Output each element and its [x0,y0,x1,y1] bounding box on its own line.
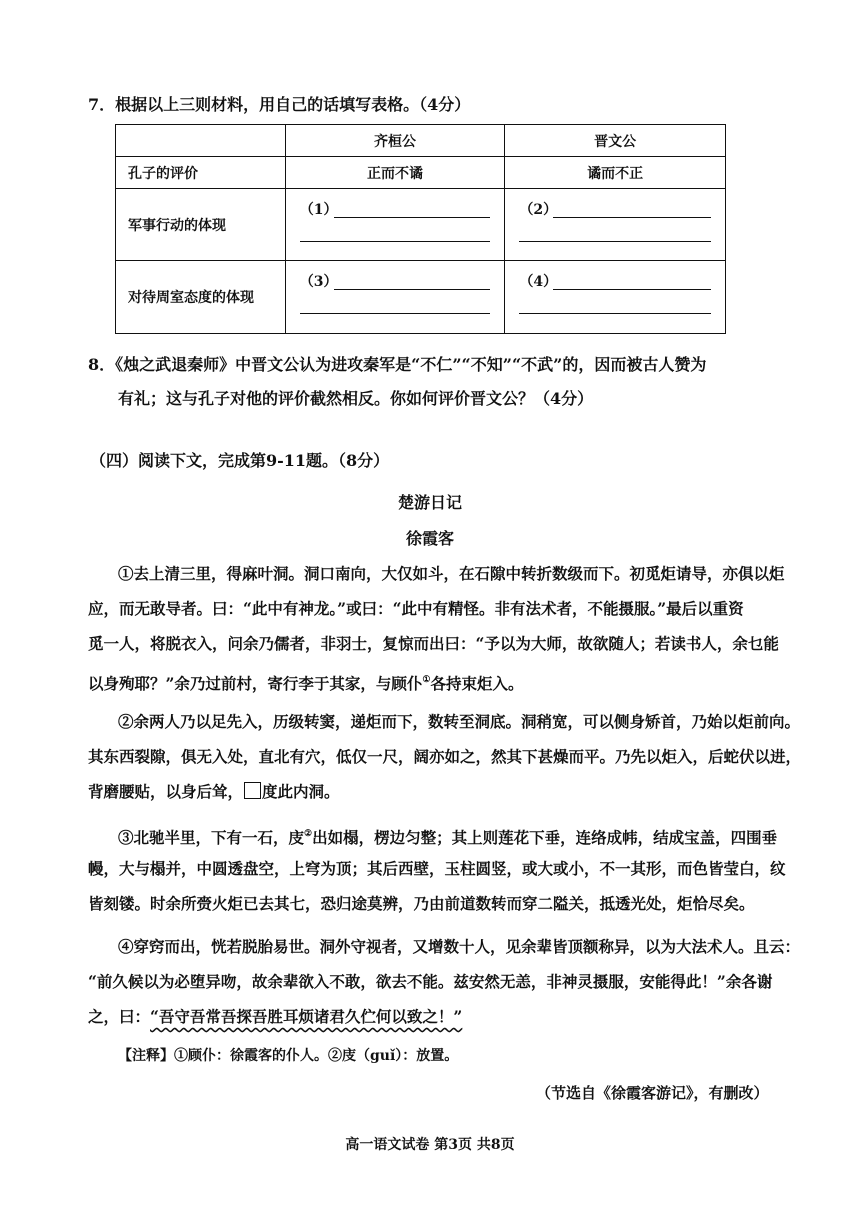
section-heading: （四）阅读下文，完成第9-11题。（8分） [90,451,390,470]
answer-line [334,217,491,218]
para4-line1: ④穿窍而出，恍若脱胎易世。洞外守视者，又增数十人，见余辈皆顶额称异，以为大法术人。且云： [118,937,801,956]
answer-line [300,313,491,314]
passage-title: 楚游日记 [397,493,462,512]
answer-line [553,217,711,218]
para2-line2: 其东西裂隙，俱无入处，直北有穴，低仅一尺，阔亦如之，然其下甚燥而平。乃先以炬入，后蛇伏以进， [88,747,802,766]
row-label-confucius: 孔子的评价 [116,157,286,189]
answer-line [519,313,711,314]
para1-line1: ①去上清三里，得麻叶洞。洞口南向，大仅如斗，在石隙中转折数级而下。初觅炬请导，亦俱以炬 [118,564,785,583]
page-footer: 高一语文试卷 第3页 共8页 [345,1137,515,1153]
q8-line-2: 有礼；这与孔子对他的评价截然相反。你如何评价晋文公？（4分） [118,389,594,408]
row-label-military: 军事行动的体现 [116,189,286,261]
answer-blank-4[interactable] [505,261,726,334]
para1-line2: 应，而无敢导者。曰：“此中有神龙。”或曰：“此中有精怪。非有法术者，不能摄服。”最后以重资 [88,599,744,618]
q7-table [115,124,726,334]
answer-line [553,289,711,290]
answer-blank-2[interactable] [505,189,726,261]
para3-line1: ③北驰半里，下有一石，庋②出如榻，楞边匀整；其上则莲花下垂，连络成帏，结成宝盖，四围垂 [118,828,778,847]
annotation-note: 【注释】①顾仆：徐霞客的仆人。②庋（guǐ）：放置。 [118,1048,459,1064]
para1-line4: 以身殉耶？”余乃过前村，寄行李于其家，与顾仆①各持束炬入。 [88,674,524,693]
para1-line3: 觅一人，将脱衣入，问余乃儒者，非羽士，复惊而出曰：“予以为大师，故欲随人；若读书人，余乜能 [88,634,779,653]
q8-line-1: 8．《烛之武退秦师》中晋文公认为进攻秦军是“不仁”“不知”“不武”的，因而被古人赞为 [88,355,707,374]
col-header-qi: 齐桓公 [285,125,505,157]
footnote-mark-1: ① [422,675,431,685]
para4-line3: 之，曰：“吾守吾常吾探吾胜耳烦诸君久伫何以致之！” [88,1007,463,1026]
footnote-mark-2: ② [304,829,313,839]
para4-line2: “前久候以为必堕异吻，故余辈欲入不敢，欲去不能。兹安然无恙，非神灵摄服，安能得此！”余各谢 [88,972,773,991]
col-header-jin: 晋文公 [505,125,726,157]
cell-qi-evaluation: 正而不谲 [285,157,505,189]
answer-blank-1[interactable] [285,189,505,261]
answer-line [334,289,491,290]
source-citation: （节选自《徐霞客游记》，有删改） [536,1084,769,1102]
answer-blank-3[interactable] [285,261,505,334]
blank-number: （3） [299,274,338,290]
table-corner [116,125,286,157]
para3-line2: 幔，大与榻并，中圆透盘空，上穹为顶；其后西壁，玉柱圆竖，或大或小，不一其形，而色皆莹白，纹 [88,859,786,878]
passage-author: 徐霞客 [405,529,454,548]
answer-line [300,241,491,242]
q7-stem: 7．根据以上三则材料，用自己的话填写表格。（4分） [88,95,471,114]
wavy-underlined-sentence: “吾守吾常吾探吾胜耳烦诸君久伫何以致之！” [150,1007,463,1026]
row-label-zhou-attitude: 对待周室态度的体现 [116,261,286,334]
blank-number: （1） [299,202,338,218]
blank-number: （2） [519,202,558,218]
para3-line3: 皆刻镂。时余所赍火炬已去其七，恐归途莫辨，乃由前道数转而穿二隘关，抵透光处，炬恰尽矣。 [88,894,755,913]
para2-line3: 背磨腰贴，以身后耸， 度此内洞。 [88,782,340,801]
blank-square[interactable] [244,782,261,799]
cell-jin-evaluation: 谲而不正 [505,157,726,189]
answer-line [519,241,711,242]
para2-line1: ②余两人乃以足先入，历级转窦，递炬而下，数转至洞底。洞稍宽，可以侧身矫首，乃始以炬前向。 [118,712,801,731]
blank-number: （4） [519,274,558,290]
